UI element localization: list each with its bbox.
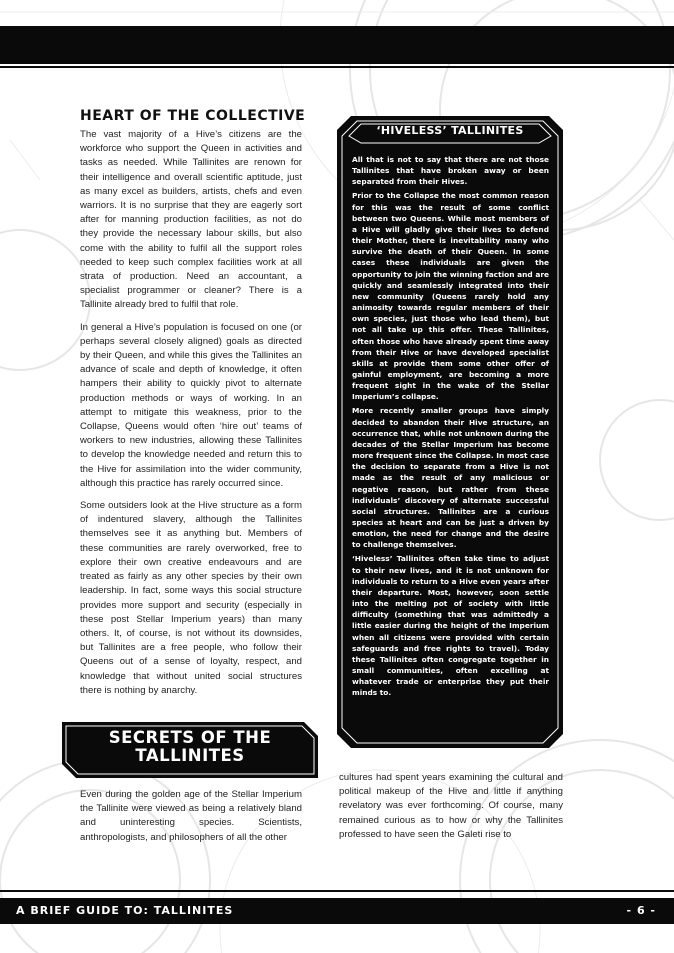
footer-bar (0, 898, 674, 924)
secrets-right-column (339, 771, 563, 850)
sidebar-title: ‘HIVELESS’ TALLINITES (376, 124, 524, 137)
footer-divider (0, 890, 674, 892)
body-paragraph: The vast majority of a Hive’s citizens are the workforce who support the Queen in activities and tasks as needed. While Tallinites are renown for their intelligence and overall scientific aptitude, just as many excel as builders, artists, chefs and even warriors. It is no surprise that they are eagerly sort after for manning production facilities, as not do they provide the necessary labour skills, but also come with the ability to fulfil all the support roles needed to keep such complex facilities work at all strata of production. Need an accountant, a specialist programmer or cleaner? There is a Tallinite already bred to fulfil that role. (80, 129, 302, 311)
sidebar-body (352, 154, 549, 702)
sidebar-paragraph: All that is not to say that there are not those Tallinites that have broken away or been separated from their Hives. (352, 155, 549, 187)
secrets-title-line: SECRETS OF THE (108, 728, 272, 747)
heart-of-collective-section (80, 108, 306, 706)
body-paragraph: cultures had spent years examining the cultural and political makeup of the Hive and little if anything revelatory was ever forthcoming. Of course, many remained curious as to how or why the Tallinites professed to have seen the Galeti rise to (339, 772, 563, 840)
body-paragraph: Even during the golden age of the Stellar Imperium the Tallinite were viewed as being a relatively bland and uninteresting species. Scientists, anthropologists, and philosophers of all the other (80, 789, 302, 843)
secrets-left-column (80, 788, 302, 853)
sidebar-paragraph: More recently smaller groups have simply decided to abandon their Hive structure, an occurrence that, while not unknown during the decades of the Stellar Imperium has become more frequent since the Collapse. In most case the decision to separate from a Hive is not made as the result of any malicious or negative reason, but rather from these individuals’ discovery of alternate successful social structures. Tallinites are a curious species at heart and can be just a driven by emotion, the need for change and the desire to challenge themselves. (352, 406, 549, 550)
section-heading: HEART OF THE COLLECTIVE (80, 108, 306, 124)
hiveless-sidebar (337, 116, 563, 748)
body-paragraph: Some outsiders look at the Hive structure as a form of indentured slavery, although the Tallinites themselves see it as anything but. Members of these communities are rarely overworked, free to explore their own creative endeavours and are treated as fairly as any other species by their own leadership. In fact, some ways this social structure provides more support and security (especially in these post Stellar Imperium years) than many others. It, of course, is not without its downsides, but Tallinites are a free people, who follow their Queens out of a sense of loyalty, respect, and knowledge that without united social structures there is nothing by anarchy. (80, 500, 302, 696)
sidebar-paragraph: Prior to the Collapse the most common reason for this was the result of some conflict between two Queens. While most members of a Hive will gladly give their lives to defend their Mother, there is inevitability many who survive the death of their Queen. In some cases these individuals are given the opportunity to join the winning faction and are quickly and seamlessly integrated into their new community (Queens rarely hold any animosity towards regular members of their own species, just those who lead them), but not all take up this offer. These Tallinites, often those who have already spent time away from their Hive or have developed specialist skills at provide them some other offer of gainful employment, are becoming a more frequent sight in the wake of the Stellar Imperium’s collapse. (352, 191, 549, 402)
secrets-heading-banner (62, 722, 318, 778)
secrets-title (62, 729, 318, 765)
secrets-title-line: TALLINITES (135, 746, 245, 765)
header-bar (0, 26, 674, 64)
sidebar-paragraph: ‘Hiveless’ Tallinites often take time to adjust to their new lives, and it is not unknown for individuals to return to a Hive even years after their departure. Most, however, soon settle into the melting pot of society with little difficulty (something that was admittedly a little easier during the height of the Imperium when all citizens were provided with certain safeguards and free rights to travel). Today these Tallinites often congregate together in small communities, often excelling at whatever trade or enterprise they put their minds to. (352, 554, 549, 698)
body-paragraph: In general a Hive’s population is focused on one (or perhaps several closely aligned) goals as directed by their Queen, and while this gives the Tallinites an advance of scale and depth of knowledge, it often hampers their ability to quickly pivot to alternate production methods or ways of working. In an attempt to mitigate this weakness, prior to the Collapse, Queens would often ‘hire out’ teams of workers to new industries, allowing these Tallinites to develop the knowledge needed and return this to the Hive for assimilation into the wider community, although this practice has rarely occurred since. (80, 321, 302, 489)
footer-guide-title: A BRIEF GUIDE TO: TALLINITES (16, 904, 234, 917)
header-divider (0, 66, 674, 68)
page-number: - 6 - (626, 904, 656, 917)
